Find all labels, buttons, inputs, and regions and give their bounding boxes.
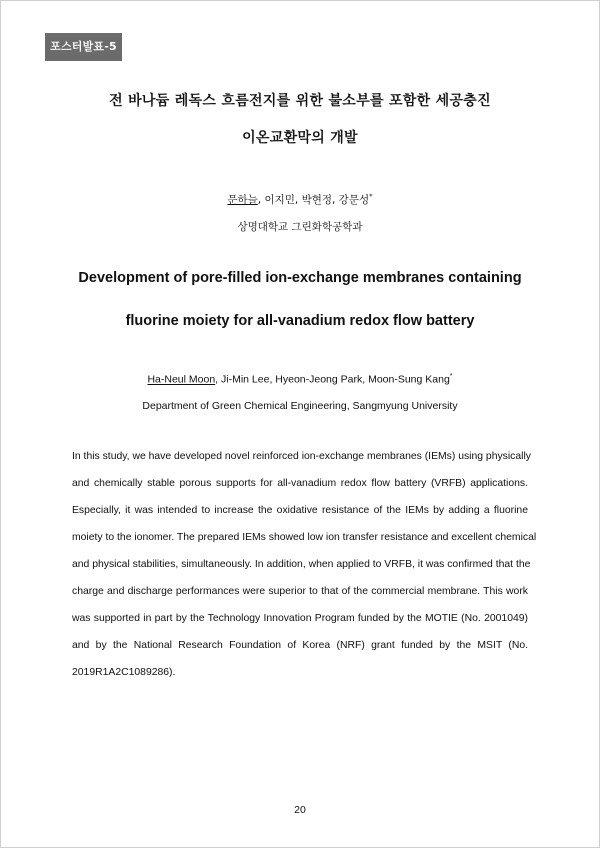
english-other-authors: , Ji-Min Lee, Hyeon-Jeong Park, Moon-Sung Kang — [215, 373, 450, 386]
korean-affiliation: 상명대학교 그린화학공학과 — [237, 221, 363, 233]
english-title-line-2: fluorine moiety for all-vanadium redox flow battery — [125, 313, 475, 329]
english-first-author: Ha-Neul Moon — [147, 373, 216, 386]
abstract-line: charge and discharge performances were superior to that of the commercial membrane. This work — [72, 586, 528, 597]
abstract-line: Especially, it was intended to increase the oxidative resistance of the IEMs by adding a fluorine — [72, 505, 528, 516]
korean-title-line-1: 전 바나듐 레독스 흐름전지를 위한 불소부를 포함한 세공충진 — [109, 93, 491, 109]
korean-corresponding-mark: * — [369, 192, 373, 201]
korean-first-author: 문하늘 — [227, 194, 258, 206]
session-tag: 포스터발표-5 — [45, 33, 122, 61]
abstract-line: 2019R1A2C1089286). — [72, 667, 176, 678]
abstract-line: and physical stabilities, simultaneously. In addition, when applied to VRFB, it was confirmed that the — [72, 559, 531, 570]
english-affiliation: Department of Green Chemical Engineering, Sangmyung University — [142, 400, 458, 412]
korean-authors — [0, 192, 600, 207]
abstract-line: moiety to the ionomer. The prepared IEMs showed low ion transfer resistance and excellent chemical — [72, 532, 537, 543]
korean-title-line-2: 이온교환막의 개발 — [242, 130, 358, 146]
english-corresponding-mark: * — [449, 373, 453, 380]
english-title-line-1: Development of pore-filled ion-exchange membranes containing — [78, 270, 522, 286]
page-number: 20 — [294, 804, 306, 816]
abstract-line: and by the National Research Foundation of Korea (NRF) grant funded by the MSIT (No. — [72, 640, 528, 651]
abstract-line: In this study, we have developed novel reinforced ion-exchange membranes (IEMs) using physically — [72, 451, 531, 462]
english-authors — [0, 373, 600, 386]
abstract-line: and chemically stable porous supports for all-vanadium redox flow battery (VRFB) applications. — [72, 478, 528, 489]
korean-other-authors: , 이지민, 박현정, 강문성 — [257, 194, 370, 206]
abstract-line: was supported in part by the Technology Innovation Program funded by the MOTIE (No. 2001049) — [72, 613, 528, 624]
